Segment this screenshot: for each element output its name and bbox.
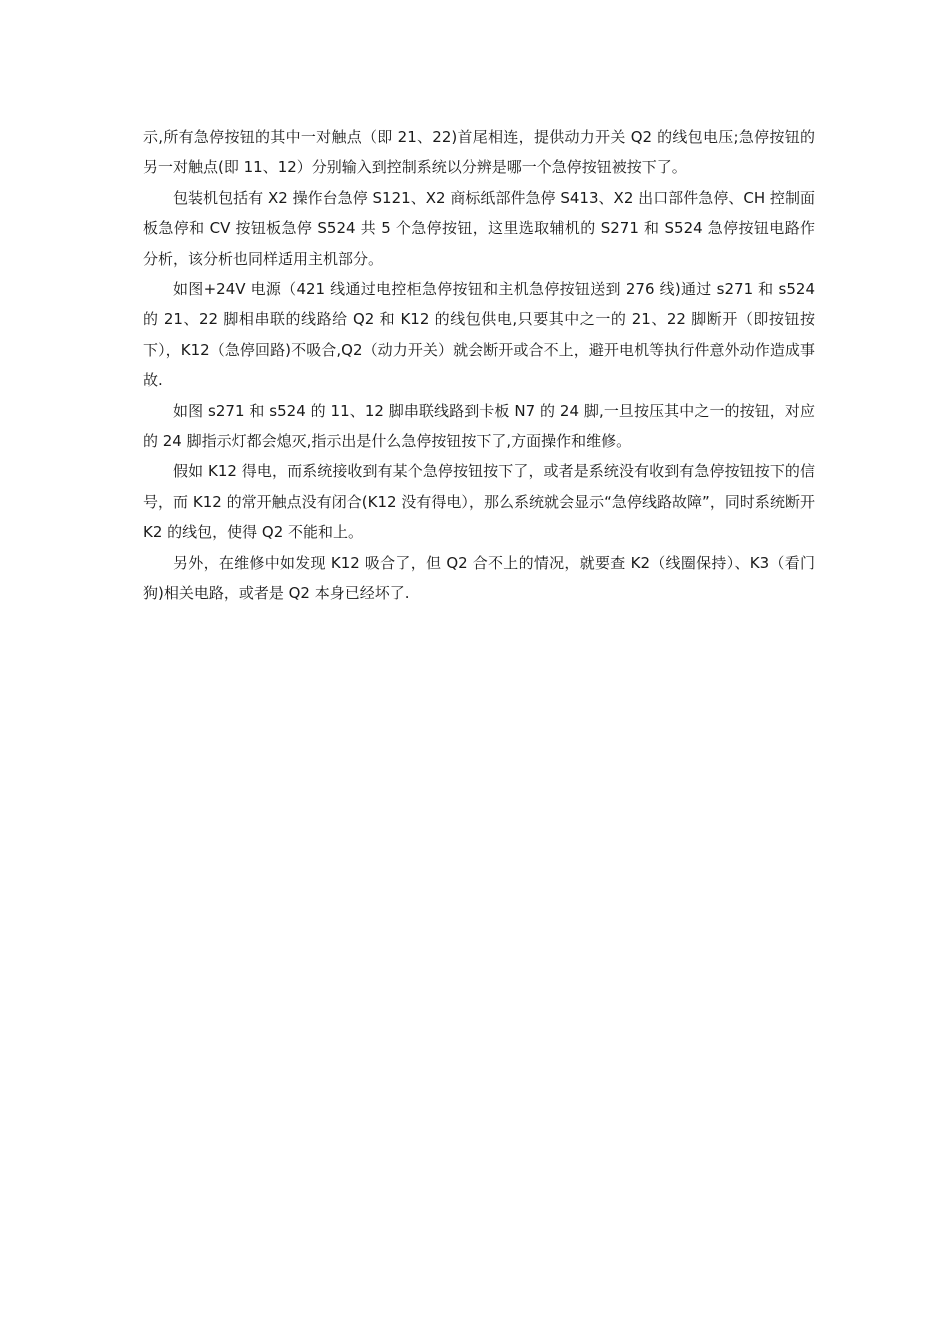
paragraph-4: 如图 s271 和 s524 的 11、12 脚串联线路到卡板 N7 的 24 脚,一旦按压其中之一的按钮，对应的 24 脚指示灯都会熄灭,指示出是什么急停按钮按下了,方面操作和维修。 — [143, 401, 815, 451]
paragraph-6: 另外，在维修中如发现 K12 吸合了，但 Q2 合不上的情况，就要查 K2（线圈保持）、K3（看门狗)相关电路，或者是 Q2 本身已经坏了. — [143, 553, 815, 603]
paragraph-3: 如图+24V 电源（421 线通过电控柜急停按钮和主机急停按钮送到 276 线)通过 s271 和 s524 的 21、22 脚相串联的线路给 Q2 和 K12 的线包供电,只要其中之一的 21、22 脚断开（即按钮按下），K12（急停回路)不吸合,Q2（动力开关）就会断开或合不上，避开电机等执行件意外动作造成事故. — [143, 280, 815, 390]
document-body — [143, 122, 815, 609]
paragraph-1: 示,所有急停按钮的其中一对触点（即 21、22)首尾相连，提供动力开关 Q2 的线包电压;急停按钮的另一对触点(即 11、12）分别输入到控制系统以分辨是哪一个急停按钮被按下了。 — [143, 128, 815, 177]
paragraph-2: 包装机包括有 X2 操作台急停 S121、X2 商标纸部件急停 S413、X2 出口部件急停、CH 控制面板急停和 CV 按钮板急停 S524 共 5 个急停按钮，这里选取辅机的 S271 和 S524 急停按钮电路作分析，该分析也同样适用主机部分。 — [143, 188, 815, 268]
paragraph-5: 假如 K12 得电，而系统接收到有某个急停按钮按下了，或者是系统没有收到有急停按钮按下的信号，而 K12 的常开触点没有闭合(K12 没有得电），那么系统就会显示“急停线路故障”，同时系统断开 K2 的线包，使得 Q2 不能和上。 — [143, 462, 815, 542]
